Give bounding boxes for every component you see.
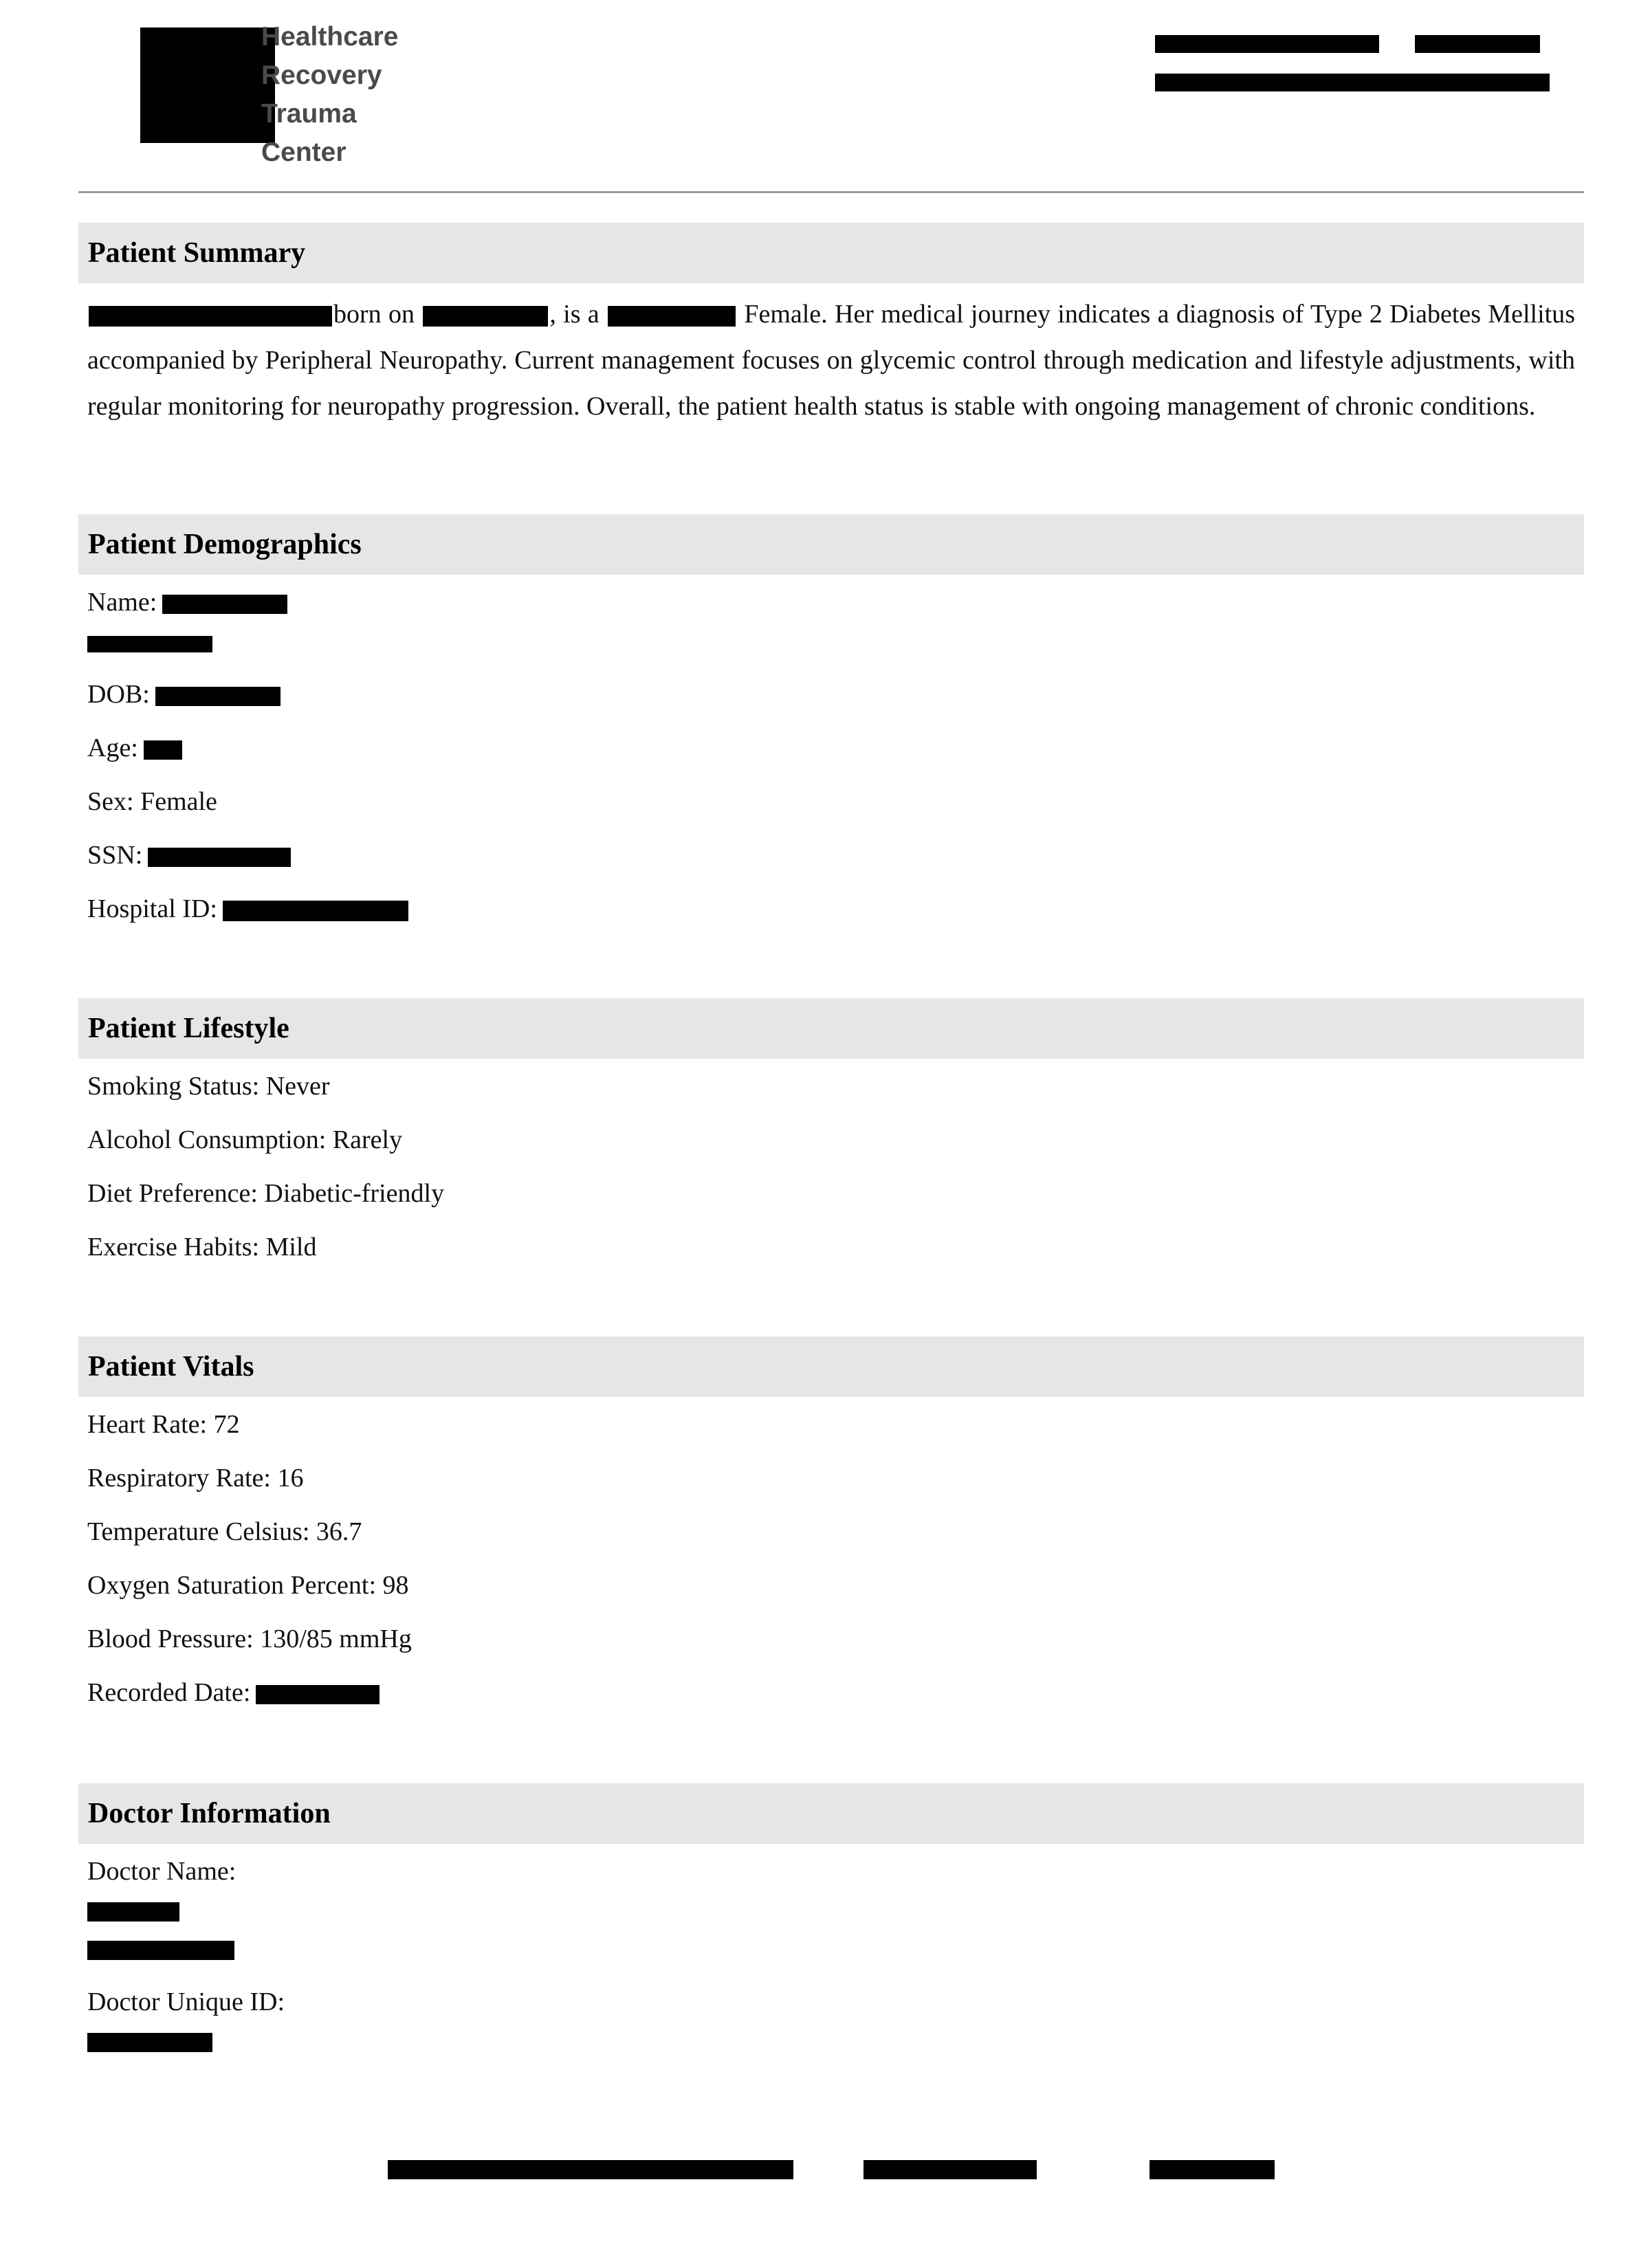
field-diet: Diet Preference: Diabetic-friendly (87, 1179, 445, 1208)
section-title-summary: Patient Summary (88, 237, 306, 269)
recorded-date-label: Recorded Date: (87, 1678, 251, 1707)
redacted-doctor-first-name (87, 1902, 179, 1922)
section-header-vitals (78, 1336, 1584, 1397)
redacted-age (608, 306, 736, 327)
org-name (261, 18, 468, 172)
age-label: Age: (87, 734, 138, 762)
section-header-lifestyle (78, 998, 1584, 1059)
field-ssn (87, 837, 291, 873)
redacted-dob (423, 306, 548, 327)
redacted-doctor-id (87, 2033, 212, 2052)
header-patient-line (1155, 25, 1550, 63)
redacted-first-name (162, 595, 287, 614)
field-doctor-id-value (87, 2023, 212, 2058)
section-title-vitals: Patient Vitals (88, 1351, 254, 1383)
redacted-footer-phone (864, 2160, 1037, 2179)
doctor-name-label: Doctor Name: (87, 1857, 236, 1886)
doctor-id-label: Doctor Unique ID: (87, 1988, 285, 2016)
summary-born-text: born on (333, 300, 415, 329)
org-name-line-1: Healthcare (261, 22, 399, 52)
redacted-footer-provider (388, 2160, 793, 2179)
logo-redacted (140, 27, 275, 143)
org-name-line-3: Trauma (261, 99, 357, 129)
redacted-dob (155, 687, 280, 706)
field-doctor-name (87, 1853, 236, 1889)
field-respiratory-rate: Respiratory Rate: 16 (87, 1464, 304, 1493)
redacted-ssn (148, 848, 291, 867)
sex-label: Sex: (87, 787, 134, 816)
field-exercise: Exercise Habits: Mild (87, 1233, 317, 1262)
redacted-date (1415, 35, 1540, 53)
redacted-patient-name (89, 306, 332, 327)
summary-paragraph (87, 291, 1575, 430)
field-name-continued (87, 624, 212, 660)
redacted-age (144, 740, 182, 760)
redacted-footer-email (1150, 2160, 1275, 2179)
field-temperature: Temperature Celsius: 36.7 (87, 1517, 362, 1546)
field-recorded-date (87, 1675, 380, 1710)
field-oxygen: Oxygen Saturation Percent: 98 (87, 1571, 409, 1600)
header-provider-line (1155, 63, 1550, 102)
redacted-last-name (87, 636, 212, 652)
redacted-hospital-id (223, 901, 408, 921)
header-contact (1155, 25, 1550, 102)
field-age (87, 730, 182, 766)
field-doctor-name-value-1 (87, 1892, 179, 1928)
org-name-line-2: Recovery (261, 60, 382, 90)
field-smoking: Smoking Status: Never (87, 1072, 330, 1101)
section-header-doctor (78, 1783, 1584, 1844)
org-name-line-4: Center (261, 137, 346, 167)
field-sex (87, 784, 217, 819)
header-divider (78, 191, 1584, 193)
field-dob (87, 676, 280, 712)
summary-is-a-text: , is a (549, 300, 600, 329)
redacted-patient-name (1155, 35, 1379, 53)
field-doctor-name-value-2 (87, 1930, 234, 1966)
section-header-summary (78, 223, 1584, 283)
name-label: Name: (87, 588, 157, 617)
field-alcohol: Alcohol Consumption: Rarely (87, 1125, 403, 1154)
redacted-recorded-date (256, 1685, 380, 1704)
field-doctor-id (87, 1984, 285, 2020)
section-title-demographics: Patient Demographics (88, 529, 362, 560)
section-title-lifestyle: Patient Lifestyle (88, 1013, 289, 1044)
redacted-provider-name (1155, 74, 1550, 91)
field-heart-rate: Heart Rate: 72 (87, 1410, 240, 1439)
summary-body-text: Female. Her medical journey indicates a diagnosis of Type 2 Diabetes Mellitus accompanied by Peripheral Neuropathy. Current management focuses on glycemic control through medication and lifestyle adjustments, with regular monitoring for neuropathy progression. Overall, the patient health status is stable with ongoing management of chronic conditions. (87, 300, 1576, 421)
redacted-doctor-last-name (87, 1941, 234, 1960)
ssn-label: SSN: (87, 841, 143, 870)
section-title-doctor: Doctor Information (88, 1798, 331, 1829)
section-header-demographics (78, 514, 1584, 575)
sex-value: Female (140, 787, 217, 816)
hospital-id-label: Hospital ID: (87, 894, 217, 923)
field-name (87, 584, 287, 620)
dob-label: DOB: (87, 680, 150, 709)
field-hospital-id (87, 891, 408, 927)
field-blood-pressure: Blood Pressure: 130/85 mmHg (87, 1625, 412, 1653)
